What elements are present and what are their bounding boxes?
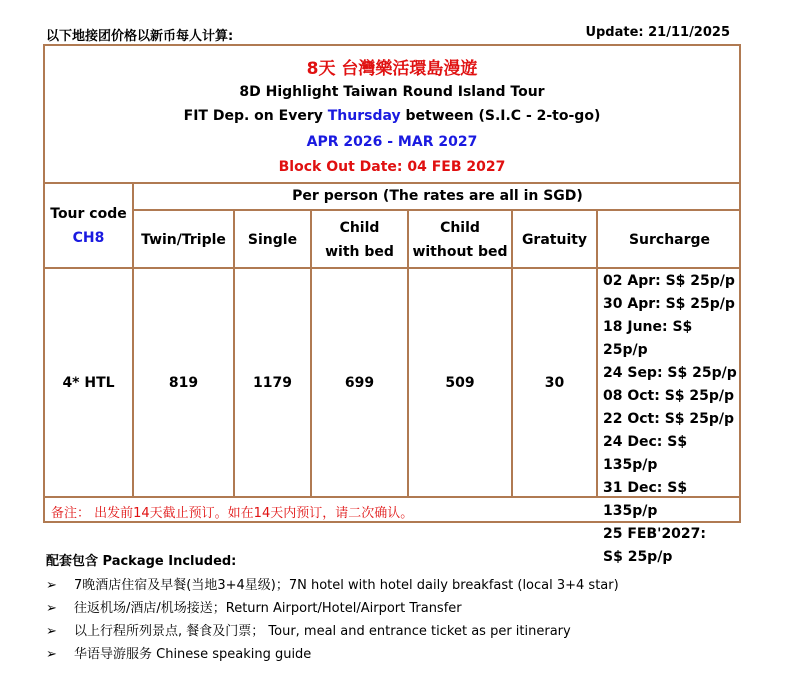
col-child-nobed-line1: Child (440, 220, 480, 236)
package-title: 配套包含 Package Included: (46, 554, 237, 569)
surcharge-item: 24 Dec: S$ 135p/p (603, 434, 688, 473)
package-item (46, 643, 311, 662)
surcharge-item: 30 Apr: S$ 25p/p (603, 296, 735, 312)
package-item-text: 7晚酒店住宿及早餐(当地3+4星级)；7N hotel with hotel daily breakfast (local 3+4 star) (74, 578, 619, 593)
rates-intro: 以下地接团价格以新币每人计算: (46, 29, 234, 44)
grid-line (45, 267, 741, 269)
col-gratuity: Gratuity (521, 232, 588, 248)
surcharge-item: 08 Oct: S$ 25p/p (603, 388, 735, 404)
blockout-date: Block Out Date: 04 FEB 2027 (278, 159, 506, 175)
surcharge-item: 02 Apr: S$ 25p/p (603, 273, 735, 289)
surcharge-item: S$ 25p/p (603, 549, 673, 565)
tourcode-value: CH8 (72, 230, 105, 246)
row-single: 1179 (253, 375, 292, 391)
surcharge-item: 25 FEB'2027: (603, 526, 707, 542)
validity-period: APR 2026 - MAR 2027 (306, 134, 478, 150)
col-child-nobed-line2: without bed (412, 244, 508, 260)
grid-line (596, 210, 598, 496)
arrow-bullet-icon: ➢ (46, 601, 57, 616)
package-item-text: 以上行程所列景点, 餐食及门票； Tour, meal and entrance ticket as per itinerary (74, 624, 571, 639)
tourcode-label: Tour code (50, 206, 127, 222)
tour-title-cn: 8天 台灣樂活環島漫遊 (306, 59, 478, 79)
row-hotel: 4* HTL (62, 375, 115, 391)
package-item-text: 华语导游服务 Chinese speaking guide (74, 647, 312, 662)
package-item (46, 597, 462, 616)
update-date: Update: 21/11/2025 (585, 25, 730, 40)
row-gratuity: 30 (544, 375, 565, 391)
arrow-bullet-icon: ➢ (46, 647, 57, 662)
departure-day: Thursday (327, 108, 401, 124)
col-single: Single (247, 232, 298, 248)
grid-line (511, 210, 513, 496)
row-child-bed: 699 (344, 375, 375, 391)
grid-line (132, 209, 741, 211)
departure-suffix: between (S.I.C - 2-to-go) (400, 108, 601, 124)
departure-line (45, 108, 739, 124)
departure-prefix: FIT Dep. on Every (183, 108, 328, 124)
grid-line (233, 210, 235, 496)
surcharge-item: 24 Sep: S$ 25p/p (603, 365, 737, 381)
col-child-bed-line2: with bed (325, 244, 394, 260)
per-person-header: Per person (The rates are all in SGD) (292, 188, 583, 204)
package-item (46, 574, 619, 593)
row-child-nobed: 509 (445, 375, 475, 391)
tour-title-en: 8D Highlight Taiwan Round Island Tour (239, 84, 545, 100)
surcharge-list (603, 270, 739, 569)
row-twin: 819 (168, 375, 199, 391)
booking-note: 备注： 出发前14天截止预订。如在14天内预订，请二次确认。 (51, 506, 414, 521)
package-item-text: 往返机场/酒店/机场接送；Return Airport/Hotel/Airport Transfer (74, 601, 462, 616)
surcharge-item: 31 Dec: S$ 135p/p (603, 480, 688, 519)
col-child-nobed (409, 216, 511, 264)
arrow-bullet-icon: ➢ (46, 578, 57, 593)
col-surcharge: Surcharge (628, 232, 711, 248)
col-child-bed (312, 216, 407, 264)
col-twin: Twin/Triple (141, 232, 226, 248)
surcharge-item: 22 Oct: S$ 25p/p (603, 411, 735, 427)
package-item (46, 620, 571, 639)
surcharge-item: 18 June: S$ 25p/p (603, 319, 693, 358)
arrow-bullet-icon: ➢ (46, 624, 57, 639)
col-child-bed-line1: Child (339, 220, 380, 236)
